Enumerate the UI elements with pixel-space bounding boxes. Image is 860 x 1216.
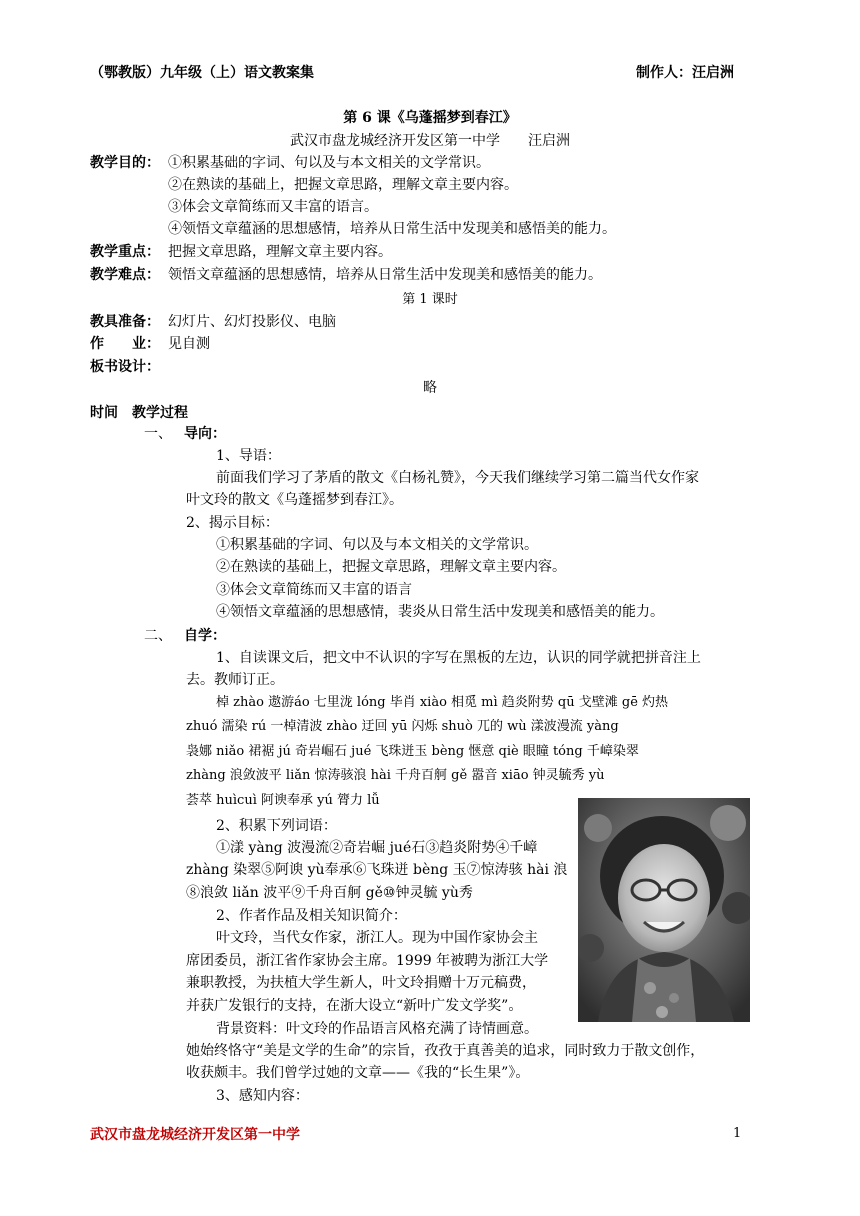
key-point-text: 把握文章思路，理解文章主要内容。 [168,244,392,260]
difficulty-label: 教学难点： [90,267,160,283]
page-number: 1 [733,1126,742,1141]
pinyin-line: 棹 zhào 遨游áo 七里泷 lóng 毕肖 xiào 相觅 mì 趋炎附势 qū 戈壁滩 gē 灼热 [216,695,669,710]
author-line: 兼职教授，为扶植大学生新人，叶文玲捐赠十万元稿费， [186,975,536,991]
author-line: 叶文玲，当代女作家，浙江人。现为中国作家协会主 [216,930,538,946]
section1-title: 导向： [184,426,226,442]
author-title: 2、作者作品及相关知识简介： [216,908,407,924]
author-line: 席团委员，浙江省作家协会主席。1999 年被聘为浙江大学 [186,953,549,969]
objective-item: ②在熟读的基础上，把握文章思路，理解文章主要内容。 [168,177,518,193]
background-line: 她始终恪守“美是文学的生命”的宗旨，孜孜于真善美的追求，同时致力于散文创作， [186,1043,705,1059]
homework-label: 作 业： [90,336,160,352]
process-heading: 时间 教学过程 [90,405,188,421]
perceive-title: 3、感知内容： [216,1088,309,1104]
background-line: 背景资料：叶文玲的作品语言风格充满了诗情画意。 [216,1021,538,1037]
tools-label: 教具准备： [90,314,160,330]
board-label: 板书设计： [90,359,160,375]
homework-text: 见自测 [168,336,210,352]
vocab-line: zhàng 染翠⑤阿谀 yù奉承⑥飞珠迸 bèng 玉⑦惊涛骇 hài 浪 [186,862,568,878]
difficulty-text: 领悟文章蕴涵的思想感情，培养从日常生活中发现美和感悟美的能力。 [168,267,602,283]
pinyin-line: zhàng 浪敛波平 liǎn 惊涛骇浪 hài 千舟百舸 gě 嚣音 xiāo 钟灵毓秀 yù [186,768,605,783]
vocab-title: 2、积累下列词语： [216,818,337,834]
header-right: 制作人：汪启洲 [636,65,734,81]
section1-number: 一、 [144,426,172,442]
self-study-line: 去。教师订正。 [186,672,284,688]
goal-item: ①积累基础的字词、句以及与本文相关的文学常识。 [216,537,538,553]
lesson-period: 第 1 课时 [402,292,458,307]
lesson-subtitle: 武汉市盘龙城经济开发区第一中学 汪启洲 [290,133,570,149]
intro-line: 前面我们学习了茅盾的散文《白杨礼赞》，今天我们继续学习第二篇当代女作家 [216,470,699,486]
objective-item: ①积累基础的字词、句以及与本文相关的文学常识。 [168,155,490,171]
vocab-line: ⑧浪敛 liǎn 波平⑨千舟百舸 gě⑩钟灵毓 yù秀 [186,885,473,901]
intro-line: 叶文玲的散文《乌蓬摇梦到春江》。 [186,492,403,508]
objective-item: ④领悟文章蕴涵的思想感情，培养从日常生活中发现美和感悟美的能力。 [168,221,616,237]
section1-sub2: 2、揭示目标： [186,515,279,531]
self-study-line: 1、自读课文后，把文中不认识的字写在黑板的左边，认识的同学就把拼音注上 [216,650,701,666]
tools-text: 幻灯片、幻灯投影仪、电脑 [168,314,336,330]
pinyin-line: zhuó 濡染 rú 一棹清波 zhào 迂回 yū 闪烁 shuò 兀的 wù 漾波漫流 yàng [186,719,619,734]
footer-school: 武汉市盘龙城经济开发区第一中学 [90,1127,300,1143]
board-text: 略 [423,380,437,396]
vocab-line: ①漾 yàng 波漫流②奇岩崛 jué石③趋炎附势④千嶂 [216,840,538,856]
pinyin-line: 袅娜 niǎo 裙裾 jú 奇岩崛石 jué 飞珠迸玉 bèng 惬意 qiè 眼瞳 tóng 千嶂染翠 [186,744,639,759]
objective-item: ③体会文章简练而又丰富的语言。 [168,199,378,215]
goal-item: ②在熟读的基础上，把握文章思路，理解文章主要内容。 [216,559,566,575]
pinyin-line: 荟萃 huìcuì 阿谀奉承 yú 膂力 lǚ [186,793,380,808]
author-photo [578,798,750,1022]
portrait-graphic [578,798,750,1022]
section1-sub1: 1、导语： [216,448,281,464]
goal-item: ④领悟文章蕴涵的思想感情，裴炎从日常生活中发现美和感悟美的能力。 [216,604,664,620]
key-point-label: 教学重点： [90,244,160,260]
objectives-label: 教学目的： [90,155,160,171]
author-line: 并获广发银行的支持，在浙大设立“新叶广发文学奖”。 [186,998,523,1014]
goal-item: ③体会文章简练而又丰富的语言 [216,582,412,598]
lesson-title: 第 6 课《乌蓬摇梦到春江》 [343,110,517,126]
header-left: （鄂教版）九年级（上）语文教案集 [90,65,314,81]
section2-title: 自学： [184,628,226,644]
section2-number: 二、 [144,628,172,644]
background-line: 收获颇丰。我们曾学过她的文章——《我的“长生果”》。 [186,1065,530,1081]
